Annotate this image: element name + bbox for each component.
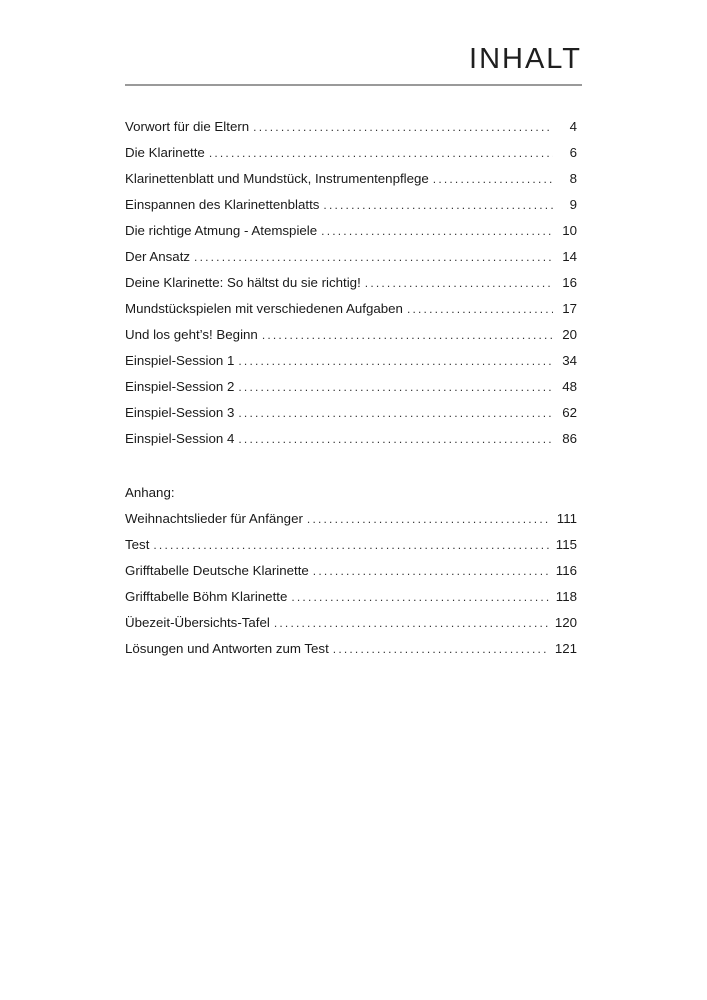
toc-entry-title: Einspiel-Session 4: [125, 431, 235, 446]
toc-entry-title: Klarinettenblatt und Mundstück, Instrumentenpflege: [125, 171, 429, 186]
toc-entry-page: 62: [562, 405, 577, 420]
toc-entry: [125, 166, 577, 192]
toc-entry: [125, 348, 577, 374]
table-of-contents: [125, 114, 577, 452]
dot-leader: [433, 166, 553, 192]
toc-entry-page: 120: [554, 615, 577, 630]
dot-leader: [365, 270, 553, 296]
toc-entry-title: Die Klarinette: [125, 145, 205, 160]
toc-entry-page: 48: [562, 379, 577, 394]
toc-entry-page: 4: [569, 119, 577, 134]
appendix-section: [125, 480, 577, 662]
toc-entry: [125, 636, 577, 662]
appendix-label: Anhang:: [125, 485, 175, 500]
toc-entry: [125, 322, 577, 348]
toc-entry-page: 121: [554, 641, 577, 656]
toc-entry-title: Grifftabelle Böhm Klarinette: [125, 589, 288, 604]
toc-entry: [125, 506, 577, 532]
toc-entry-page: 86: [562, 431, 577, 446]
dot-leader: [407, 296, 553, 322]
toc-entry: [125, 532, 577, 558]
toc-entry: [125, 610, 577, 636]
dot-leader: [333, 636, 549, 662]
toc-entry-page: 34: [562, 353, 577, 368]
toc-entry-title: Einspiel-Session 2: [125, 379, 235, 394]
dot-leader: [153, 532, 549, 558]
toc-entry-title: Weihnachtslieder für Anfänger: [125, 511, 303, 526]
toc-entry-page: 116: [555, 563, 577, 578]
dot-leader: [291, 584, 549, 610]
toc-entry-page: 118: [555, 589, 577, 604]
toc-entry: [125, 558, 577, 584]
toc-entry-title: Und los geht’s! Beginn: [125, 327, 258, 342]
dot-leader: [313, 558, 550, 584]
toc-entry-title: Der Ansatz: [125, 249, 191, 264]
dot-leader: [262, 322, 553, 348]
toc-entry-title: Einspiel-Session 3: [125, 405, 235, 420]
toc-entry-page: 9: [569, 197, 577, 212]
toc-entry-title: Lösungen und Antworten zum Test: [125, 641, 329, 656]
toc-entry-page: 10: [562, 223, 577, 238]
dot-leader: [209, 140, 553, 166]
toc-entry-page: 6: [569, 145, 577, 160]
toc-entry-title: Einspiel-Session 1: [125, 353, 235, 368]
dot-leader: [238, 400, 553, 426]
toc-entry-title: Vorwort für die Eltern: [125, 119, 250, 134]
toc-entry: [125, 374, 577, 400]
toc-entry: [125, 426, 577, 452]
dot-leader: [238, 426, 553, 452]
page-title: INHALT: [469, 43, 582, 75]
toc-entry-page: 8: [569, 171, 577, 186]
toc-entry: [125, 584, 577, 610]
toc-entry: [125, 270, 577, 296]
toc-entry: [125, 296, 577, 322]
dot-leader: [238, 374, 553, 400]
toc-entry-page: 111: [556, 511, 577, 526]
toc-entry: [125, 244, 577, 270]
toc-entry-page: 17: [562, 301, 577, 316]
dot-leader: [321, 218, 553, 244]
toc-entry: [125, 114, 577, 140]
toc-entry-title: Deine Klarinette: So hältst du sie richtig!: [125, 275, 361, 290]
dot-leader: [238, 348, 553, 374]
dot-leader: [323, 192, 553, 218]
toc-entry: [125, 192, 577, 218]
toc-entry: [125, 218, 577, 244]
toc-entry-title: Einspannen des Klarinettenblatts: [125, 197, 320, 212]
toc-entry-title: Übezeit-Übersichts-Tafel: [125, 615, 270, 630]
dot-leader: [253, 114, 553, 140]
toc-entry: [125, 140, 577, 166]
toc-entry-page: 14: [562, 249, 577, 264]
dot-leader: [307, 506, 551, 532]
toc-entry-page: 20: [562, 327, 577, 342]
toc-entry-page: 16: [562, 275, 577, 290]
toc-entry-page: 115: [555, 537, 577, 552]
title-divider: [125, 84, 582, 86]
toc-entry-title: Grifftabelle Deutsche Klarinette: [125, 563, 309, 578]
dot-leader: [274, 610, 549, 636]
dot-leader: [194, 244, 553, 270]
toc-entry: [125, 400, 577, 426]
toc-entry-title: Mundstückspielen mit verschiedenen Aufgaben: [125, 301, 403, 316]
toc-entry-title: Test: [125, 537, 150, 552]
toc-entry-title: Die richtige Atmung - Atemspiele: [125, 223, 318, 238]
